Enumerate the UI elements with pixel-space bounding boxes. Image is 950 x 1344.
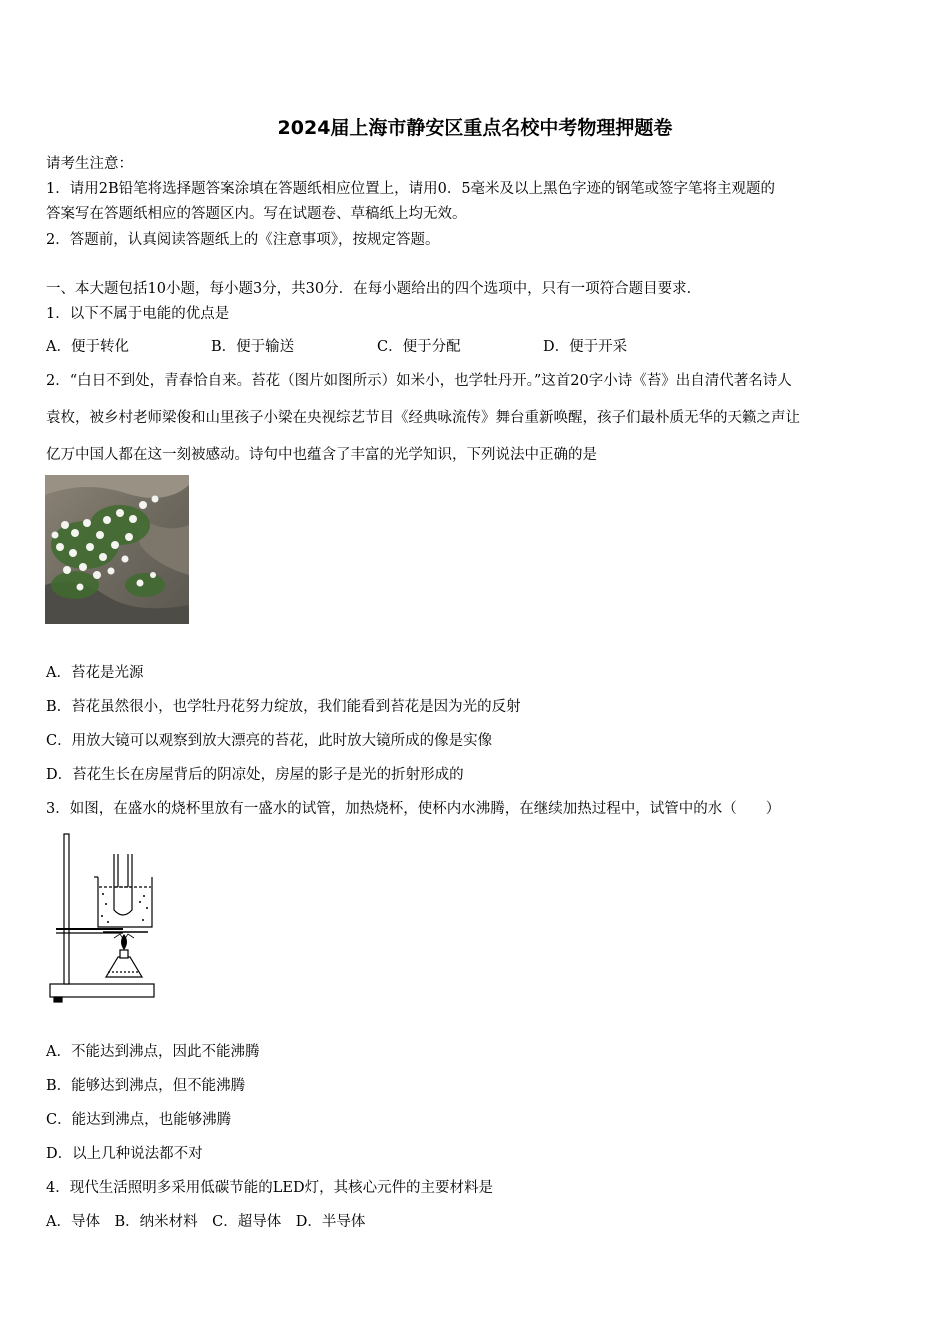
q2-option-c: C．用放大镜可以观察到放大漂亮的苔花，此时放大镜所成的像是实像 [46,733,493,749]
q1-option-b: B．便于输送 [211,339,295,355]
notice-line-2: 2．答题前，认真阅读答题纸上的《注意事项》，按规定答题。 [46,232,440,248]
notice-line-1b: 答案写在答题纸相应的答题区内。写在试题卷、草稿纸上均无效。 [46,206,467,222]
q3-option-d: D．以上几种说法都不对 [46,1146,203,1162]
q4-stem: 4．现代生活照明多采用低碳节能的LED灯，其核心元件的主要材料是 [46,1180,494,1196]
q1-option-d: D．便于开采 [543,339,628,355]
q1-option-a: A．便于转化 [46,339,129,355]
q3-option-a: A．不能达到沸点，因此不能沸腾 [46,1044,260,1060]
q1-stem: 1．以下不属于电能的优点是 [46,306,230,322]
moss-flower-photo [45,475,189,624]
q1-option-c: C．便于分配 [377,339,461,355]
q2-stem-line-1: 2．“白日不到处，青春恰自来。苔花（图片如图所示）如米小，也学牡丹开。”这首20字小诗《苔》出自清代著名诗人 [46,373,792,389]
q2-stem-line-2: 袁枚，被乡村老师梁俊和山里孩子小梁在央视综艺节目《经典咏流传》舞台重新唤醒，孩子们最朴质无华的天籁之声让 [46,410,800,426]
section-1-heading: 一、本大题包括10小题，每小题3分，共30分．在每小题给出的四个选项中，只有一项符合题目要求． [46,281,702,297]
q2-stem-line-3: 亿万中国人都在这一刻被感动。诗句中也蕴含了丰富的光学知识，下列说法中正确的是 [46,447,597,463]
q2-option-a: A．苔花是光源 [46,665,144,681]
heating-apparatus-diagram [48,832,158,1007]
exam-title: 2024届上海市静安区重点名校中考物理押题卷 [277,117,673,139]
q4-options: A．导体 B．纳米材料 C．超导体 D．半导体 [46,1214,366,1230]
notice-line-1a: 1．请用2B铅笔将选择题答案涂填在答题纸相应位置上，请用0．5毫米及以上黑色字迹的钢笔或签字笔将主观题的 [46,181,776,197]
notice-heading: 请考生注意： [46,156,133,172]
q3-stem: 3．如图，在盛水的烧杯里放有一盛水的试管，加热烧杯，使杯内水沸腾，在继续加热过程中，试管中的水（ ） [46,801,781,817]
q3-option-b: B．能够达到沸点，但不能沸腾 [46,1078,246,1094]
q3-option-c: C．能达到沸点，也能够沸腾 [46,1112,232,1128]
q2-option-d: D．苔花生长在房屋背后的阴凉处，房屋的影子是光的折射形成的 [46,767,464,783]
q2-option-b: B．苔花虽然很小，也学牡丹花努力绽放，我们能看到苔花是因为光的反射 [46,699,521,715]
